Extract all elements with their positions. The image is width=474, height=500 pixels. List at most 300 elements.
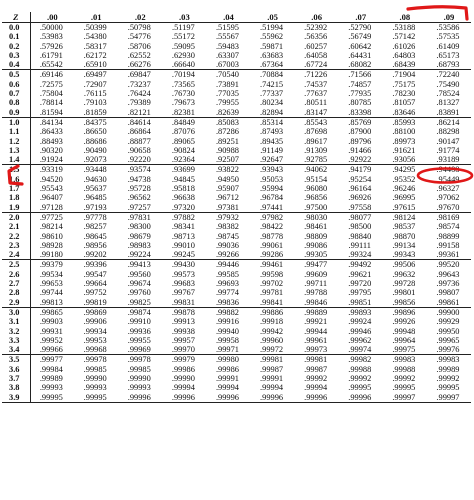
probability-cell: .98645 xyxy=(83,231,107,241)
probability-cell: .72575 xyxy=(39,79,63,89)
probability-cell: .97778 xyxy=(74,212,118,222)
probability-cell: .92785 xyxy=(304,155,328,165)
z-value-cell: 2.5 xyxy=(2,260,30,270)
table-row xyxy=(2,250,471,260)
probability-cell: .99995 xyxy=(83,392,107,402)
probability-cell: .99986 xyxy=(215,364,239,374)
probability-cell: .99981 xyxy=(251,355,295,365)
probability-cell: .98382 xyxy=(215,222,239,232)
probability-cell: .95154 xyxy=(304,174,328,184)
table-row xyxy=(2,42,471,51)
probability-cell: .99940 xyxy=(215,326,239,336)
probability-cell: .99936 xyxy=(127,326,151,336)
probability-cell: .99978 xyxy=(118,355,162,365)
probability-cell: .77637 xyxy=(304,89,328,99)
probability-cell: .99795 xyxy=(348,288,372,298)
z-value-cell: 1.0 xyxy=(2,117,30,127)
z-value-cell: 1.5 xyxy=(2,165,30,175)
probability-cell: .95254 xyxy=(348,174,372,184)
probability-cell: .99997 xyxy=(392,392,416,402)
probability-cell: .99957 xyxy=(171,335,195,345)
probability-cell: .99111 xyxy=(348,240,371,250)
probability-cell: .99970 xyxy=(171,345,195,355)
probability-cell: .99991 xyxy=(215,373,239,383)
probability-cell: .99324 xyxy=(348,250,372,260)
probability-cell: .95449 xyxy=(436,174,460,184)
table-row xyxy=(2,365,471,374)
z-value-cell: 3.3 xyxy=(2,336,30,345)
probability-cell: .98124 xyxy=(383,212,427,222)
probability-cell: .97320 xyxy=(171,202,195,212)
probability-cell: .64803 xyxy=(392,50,416,60)
probability-cell: .57926 xyxy=(39,41,63,51)
probability-cell: .99955 xyxy=(127,335,151,345)
column-header: .03 xyxy=(162,12,206,23)
probability-cell: .92220 xyxy=(127,155,151,165)
probability-cell: .99989 xyxy=(39,373,63,383)
probability-cell: .99965 xyxy=(436,335,460,345)
probability-cell: .99874 xyxy=(118,307,162,317)
probability-cell: .88100 xyxy=(392,127,416,137)
table-row xyxy=(2,137,471,146)
z-value-cell: 0.9 xyxy=(2,108,30,118)
probability-cell: .60257 xyxy=(304,41,328,51)
probability-cell: .96638 xyxy=(171,193,195,203)
probability-cell: .99969 xyxy=(127,345,151,355)
probability-cell: .99573 xyxy=(171,269,195,279)
probability-cell: .82894 xyxy=(260,107,284,117)
probability-cell: .99976 xyxy=(436,345,460,355)
probability-cell: .99993 xyxy=(83,383,107,393)
probability-cell: .54776 xyxy=(127,32,151,42)
probability-cell: .70884 xyxy=(251,70,295,80)
table-row xyxy=(2,127,471,136)
probability-cell: .99906 xyxy=(83,317,107,327)
probability-cell: .99975 xyxy=(392,345,416,355)
probability-cell: .94738 xyxy=(127,174,151,184)
probability-cell: .95994 xyxy=(260,184,284,194)
probability-cell: .71566 xyxy=(339,70,383,80)
z-value-cell: 3.7 xyxy=(2,374,30,383)
probability-cell: .99996 xyxy=(304,392,328,402)
probability-cell: .83891 xyxy=(436,107,460,117)
probability-cell: .99910 xyxy=(127,317,151,327)
z-value-cell: 1.3 xyxy=(2,146,30,155)
probability-cell: .99977 xyxy=(30,355,74,365)
probability-cell: .99993 xyxy=(127,383,151,393)
probability-cell: .99994 xyxy=(171,383,195,393)
probability-cell: .99916 xyxy=(215,317,239,327)
table-row xyxy=(2,298,471,308)
probability-cell: .88686 xyxy=(83,136,107,146)
table-row xyxy=(2,60,471,70)
z-value-cell: 0.0 xyxy=(2,23,30,33)
probability-cell: .90490 xyxy=(83,145,107,155)
table-row xyxy=(2,355,471,365)
z-value-cell: 1.2 xyxy=(2,137,30,146)
probability-cell: .99946 xyxy=(348,326,372,336)
probability-cell: .99950 xyxy=(436,326,460,336)
probability-cell: .99983 xyxy=(383,355,427,365)
z-value-cell: 3.0 xyxy=(2,307,30,317)
probability-cell: .99982 xyxy=(339,355,383,365)
probability-cell: .90988 xyxy=(215,145,239,155)
probability-cell: .94950 xyxy=(215,174,239,184)
probability-cell: .99736 xyxy=(436,279,460,289)
probability-cell: .50399 xyxy=(83,23,107,32)
probability-cell: .99994 xyxy=(260,383,284,393)
probability-cell: .81327 xyxy=(436,98,460,108)
z-value-cell: 0.4 xyxy=(2,60,30,70)
probability-cell: .99585 xyxy=(215,269,239,279)
probability-cell: .99643 xyxy=(436,269,460,279)
probability-cell: .99989 xyxy=(436,364,460,374)
probability-cell: .85314 xyxy=(251,117,295,127)
probability-cell: .92647 xyxy=(260,155,284,165)
probability-cell: .69146 xyxy=(30,70,74,80)
probability-cell: .77935 xyxy=(348,89,372,99)
probability-cell: .99061 xyxy=(260,240,284,250)
probability-cell: .99851 xyxy=(348,297,372,307)
probability-cell: .99831 xyxy=(171,297,195,307)
probability-cell: .52392 xyxy=(304,23,328,32)
probability-cell: .93574 xyxy=(118,165,162,175)
z-value-cell: 1.1 xyxy=(2,127,30,136)
probability-cell: .99918 xyxy=(260,317,284,327)
probability-cell: .99997 xyxy=(436,392,460,402)
probability-cell: .57142 xyxy=(392,32,416,42)
probability-cell: .67003 xyxy=(215,60,239,70)
probability-cell: .99430 xyxy=(162,260,206,270)
probability-cell: .76730 xyxy=(171,89,195,99)
probability-cell: .73891 xyxy=(215,79,239,89)
probability-cell: .85083 xyxy=(206,117,250,127)
z-value-cell: 3.8 xyxy=(2,383,30,392)
probability-cell: .99693 xyxy=(215,279,239,289)
probability-cell: .99978 xyxy=(74,355,118,365)
probability-cell: .99994 xyxy=(304,383,328,393)
probability-cell: .94630 xyxy=(83,174,107,184)
probability-cell: .83646 xyxy=(392,107,416,117)
column-header: .00 xyxy=(30,12,74,23)
probability-cell: .99202 xyxy=(83,250,107,260)
z-value-cell: 0.6 xyxy=(2,80,30,89)
probability-cell: .94179 xyxy=(339,165,383,175)
z-value-cell: 2.0 xyxy=(2,212,30,222)
probability-cell: .99903 xyxy=(39,317,63,327)
probability-cell: .99990 xyxy=(127,373,151,383)
probability-cell: .99134 xyxy=(392,240,416,250)
probability-cell: .84375 xyxy=(74,117,118,127)
probability-cell: .57535 xyxy=(436,32,460,42)
probability-cell: .99996 xyxy=(127,392,151,402)
probability-cell: .86433 xyxy=(39,127,63,137)
table-row xyxy=(2,108,471,118)
probability-cell: .99929 xyxy=(436,317,460,327)
probability-cell: .99609 xyxy=(304,269,328,279)
probability-cell: .75490 xyxy=(436,79,460,89)
probability-cell: .99944 xyxy=(304,326,328,336)
table-row xyxy=(2,307,471,317)
probability-cell: .99728 xyxy=(392,279,416,289)
probability-cell: .99396 xyxy=(74,260,118,270)
probability-cell: .51595 xyxy=(215,23,239,32)
probability-cell: .74857 xyxy=(348,79,372,89)
probability-cell: .98461 xyxy=(304,222,328,232)
probability-cell: .98300 xyxy=(127,222,151,232)
probability-cell: .97381 xyxy=(215,202,239,212)
probability-cell: .99547 xyxy=(83,269,107,279)
z-value-cell: 2.7 xyxy=(2,279,30,288)
table-row xyxy=(2,32,471,41)
probability-cell: .68439 xyxy=(392,60,416,70)
probability-cell: .98840 xyxy=(348,231,372,241)
probability-cell: .91774 xyxy=(436,145,460,155)
probability-cell: .99361 xyxy=(436,250,460,260)
probability-cell: .99534 xyxy=(39,269,63,279)
probability-cell: .99960 xyxy=(260,335,284,345)
probability-cell: .98899 xyxy=(436,231,460,241)
probability-cell: .87493 xyxy=(260,127,284,137)
probability-cell: .99180 xyxy=(39,250,63,260)
probability-cell: .99861 xyxy=(436,297,460,307)
probability-cell: .99962 xyxy=(348,335,372,345)
probability-cell: .99674 xyxy=(127,279,151,289)
probability-cell: .99752 xyxy=(83,288,107,298)
column-header: .01 xyxy=(74,12,118,23)
table-row xyxy=(2,393,471,403)
probability-cell: .77035 xyxy=(215,89,239,99)
z-value-cell: 1.4 xyxy=(2,155,30,165)
z-value-cell: 3.4 xyxy=(2,345,30,355)
probability-cell: .83398 xyxy=(348,107,372,117)
probability-cell: .91466 xyxy=(348,145,372,155)
probability-cell: .99653 xyxy=(39,279,63,289)
probability-cell: .99896 xyxy=(383,307,427,317)
probability-cell: .99266 xyxy=(215,250,239,260)
probability-cell: .71904 xyxy=(383,70,427,80)
probability-cell: .51994 xyxy=(260,23,284,32)
probability-cell: .99878 xyxy=(162,307,206,317)
probability-cell: .99983 xyxy=(427,355,471,365)
probability-cell: .50798 xyxy=(127,23,151,32)
probability-cell: .99948 xyxy=(392,326,416,336)
probability-cell: .92507 xyxy=(215,155,239,165)
probability-cell: .99942 xyxy=(260,326,284,336)
probability-cell: .70194 xyxy=(162,70,206,80)
probability-cell: .59483 xyxy=(215,41,239,51)
probability-cell: .99921 xyxy=(304,317,328,327)
probability-cell: .77337 xyxy=(260,89,284,99)
probability-cell: .98214 xyxy=(39,222,63,232)
probability-cell: .99974 xyxy=(348,345,372,355)
probability-cell: .97193 xyxy=(83,202,107,212)
probability-cell: .99994 xyxy=(215,383,239,393)
probability-cell: .89435 xyxy=(260,136,284,146)
z-value-cell: 2.6 xyxy=(2,270,30,279)
probability-cell: .99036 xyxy=(215,240,239,250)
table-row xyxy=(2,317,471,326)
probability-cell: .69847 xyxy=(118,70,162,80)
probability-cell: .63683 xyxy=(260,50,284,60)
z-value-cell: 3.6 xyxy=(2,365,30,374)
table-row xyxy=(2,327,471,336)
probability-cell: .99869 xyxy=(74,307,118,317)
probability-cell: .61026 xyxy=(392,41,416,51)
probability-cell: .96080 xyxy=(304,184,328,194)
z-column-header: Z xyxy=(2,12,30,23)
table-row xyxy=(2,80,471,89)
probability-cell: .73237 xyxy=(127,79,151,89)
column-header: .06 xyxy=(295,12,339,23)
probability-cell: .99379 xyxy=(30,260,74,270)
probability-cell: .87900 xyxy=(348,127,372,137)
table-row xyxy=(2,288,471,297)
probability-cell: .99760 xyxy=(127,288,151,298)
probability-cell: .98610 xyxy=(39,231,63,241)
probability-cell: .99931 xyxy=(39,326,63,336)
probability-cell: .90320 xyxy=(39,145,63,155)
probability-cell: .99461 xyxy=(251,260,295,270)
probability-cell: .90658 xyxy=(127,145,151,155)
probability-cell: .98500 xyxy=(348,222,372,232)
table-row xyxy=(2,212,471,222)
probability-cell: .70540 xyxy=(206,70,250,80)
probability-cell: .99506 xyxy=(383,260,427,270)
table-row xyxy=(2,184,471,193)
probability-cell: .92073 xyxy=(83,155,107,165)
probability-cell: .53983 xyxy=(39,32,63,42)
z-value-cell: 3.1 xyxy=(2,317,30,326)
column-header: .07 xyxy=(339,12,383,23)
probability-cell: .99971 xyxy=(215,345,239,355)
probability-cell: .97558 xyxy=(348,202,372,212)
table-row xyxy=(2,222,471,231)
probability-cell: .99981 xyxy=(295,355,339,365)
probability-cell: .99966 xyxy=(39,345,63,355)
probability-cell: .81057 xyxy=(392,98,416,108)
table-body xyxy=(2,23,471,403)
probability-cell: .99968 xyxy=(83,345,107,355)
probability-cell: .99984 xyxy=(39,364,63,374)
table-row xyxy=(2,175,471,184)
probability-cell: .99683 xyxy=(171,279,195,289)
probability-cell: .56356 xyxy=(304,32,328,42)
probability-cell: .91621 xyxy=(392,145,416,155)
table-row xyxy=(2,336,471,345)
probability-cell: .95907 xyxy=(215,184,239,194)
probability-cell: .55567 xyxy=(215,32,239,42)
probability-cell: .62552 xyxy=(127,50,151,60)
probability-cell: .79389 xyxy=(127,98,151,108)
z-value-cell: 3.2 xyxy=(2,327,30,336)
probability-cell: .99952 xyxy=(39,335,63,345)
column-header: .05 xyxy=(251,12,295,23)
probability-cell: .99086 xyxy=(304,240,328,250)
probability-cell: .95543 xyxy=(39,184,63,194)
probability-cell: .84614 xyxy=(118,117,162,127)
probability-cell: .60642 xyxy=(348,41,372,51)
z-value-cell: 2.2 xyxy=(2,232,30,241)
z-value-cell: 1.6 xyxy=(2,175,30,184)
probability-cell: .81594 xyxy=(39,107,63,117)
probability-cell: .58317 xyxy=(83,41,107,51)
probability-cell: .91924 xyxy=(39,155,63,165)
probability-cell: .73565 xyxy=(171,79,195,89)
probability-cell: .99781 xyxy=(260,288,284,298)
probability-cell: .99882 xyxy=(206,307,250,317)
probability-cell: .99924 xyxy=(348,317,372,327)
probability-cell: .99993 xyxy=(39,383,63,393)
probability-cell: .65910 xyxy=(83,60,107,70)
probability-cell: .61791 xyxy=(39,50,63,60)
probability-cell: .98983 xyxy=(127,240,151,250)
probability-cell: .99711 xyxy=(304,279,328,289)
probability-cell: .99988 xyxy=(392,364,416,374)
probability-cell: .50000 xyxy=(39,23,63,32)
table-row xyxy=(2,193,471,202)
probability-cell: .96856 xyxy=(304,193,328,203)
probability-cell: .55962 xyxy=(260,32,284,42)
probability-cell: .96926 xyxy=(348,193,372,203)
z-value-cell: 1.7 xyxy=(2,184,30,193)
probability-cell: .99964 xyxy=(392,335,416,345)
z-value-cell: 2.9 xyxy=(2,298,30,308)
probability-cell: .99413 xyxy=(118,260,162,270)
probability-cell: .98537 xyxy=(392,222,416,232)
probability-cell: .87286 xyxy=(215,127,239,137)
probability-cell: .80785 xyxy=(348,98,372,108)
probability-cell: .78814 xyxy=(39,98,63,108)
probability-cell: .99913 xyxy=(171,317,195,327)
probability-cell: .96485 xyxy=(83,193,107,203)
probability-cell: .93056 xyxy=(392,155,416,165)
probability-cell: .99744 xyxy=(39,288,63,298)
probability-cell: .99988 xyxy=(348,364,372,374)
z-value-cell: 0.8 xyxy=(2,98,30,107)
probability-cell: .97441 xyxy=(260,202,284,212)
probability-cell: .93943 xyxy=(251,165,295,175)
column-header: .09 xyxy=(427,12,471,23)
table-row xyxy=(2,279,471,288)
probability-cell: .99520 xyxy=(427,260,471,270)
probability-cell: .99158 xyxy=(436,240,460,250)
z-value-cell: 3.5 xyxy=(2,355,30,365)
table-row xyxy=(2,23,471,33)
probability-cell: .93822 xyxy=(206,165,250,175)
probability-cell: .99985 xyxy=(83,364,107,374)
probability-cell: .94062 xyxy=(295,165,339,175)
probability-cell: .98745 xyxy=(215,231,239,241)
probability-cell: .98257 xyxy=(83,222,107,232)
probability-cell: .97725 xyxy=(30,212,74,222)
probability-cell: .99807 xyxy=(436,288,460,298)
probability-cell: .80234 xyxy=(260,98,284,108)
probability-cell: .99990 xyxy=(171,373,195,383)
z-value-cell: 3.9 xyxy=(2,393,30,403)
probability-cell: .94295 xyxy=(383,165,427,175)
probability-cell: .97670 xyxy=(436,202,460,212)
probability-cell: .99492 xyxy=(339,260,383,270)
probability-cell: .99995 xyxy=(392,383,416,393)
column-header: .08 xyxy=(383,12,427,23)
probability-cell: .99813 xyxy=(39,297,63,307)
probability-cell: .99720 xyxy=(348,279,372,289)
probability-cell: .96712 xyxy=(215,193,239,203)
probability-cell: .99900 xyxy=(427,307,471,317)
probability-cell: .59095 xyxy=(171,41,195,51)
probability-cell: .93189 xyxy=(436,155,460,165)
